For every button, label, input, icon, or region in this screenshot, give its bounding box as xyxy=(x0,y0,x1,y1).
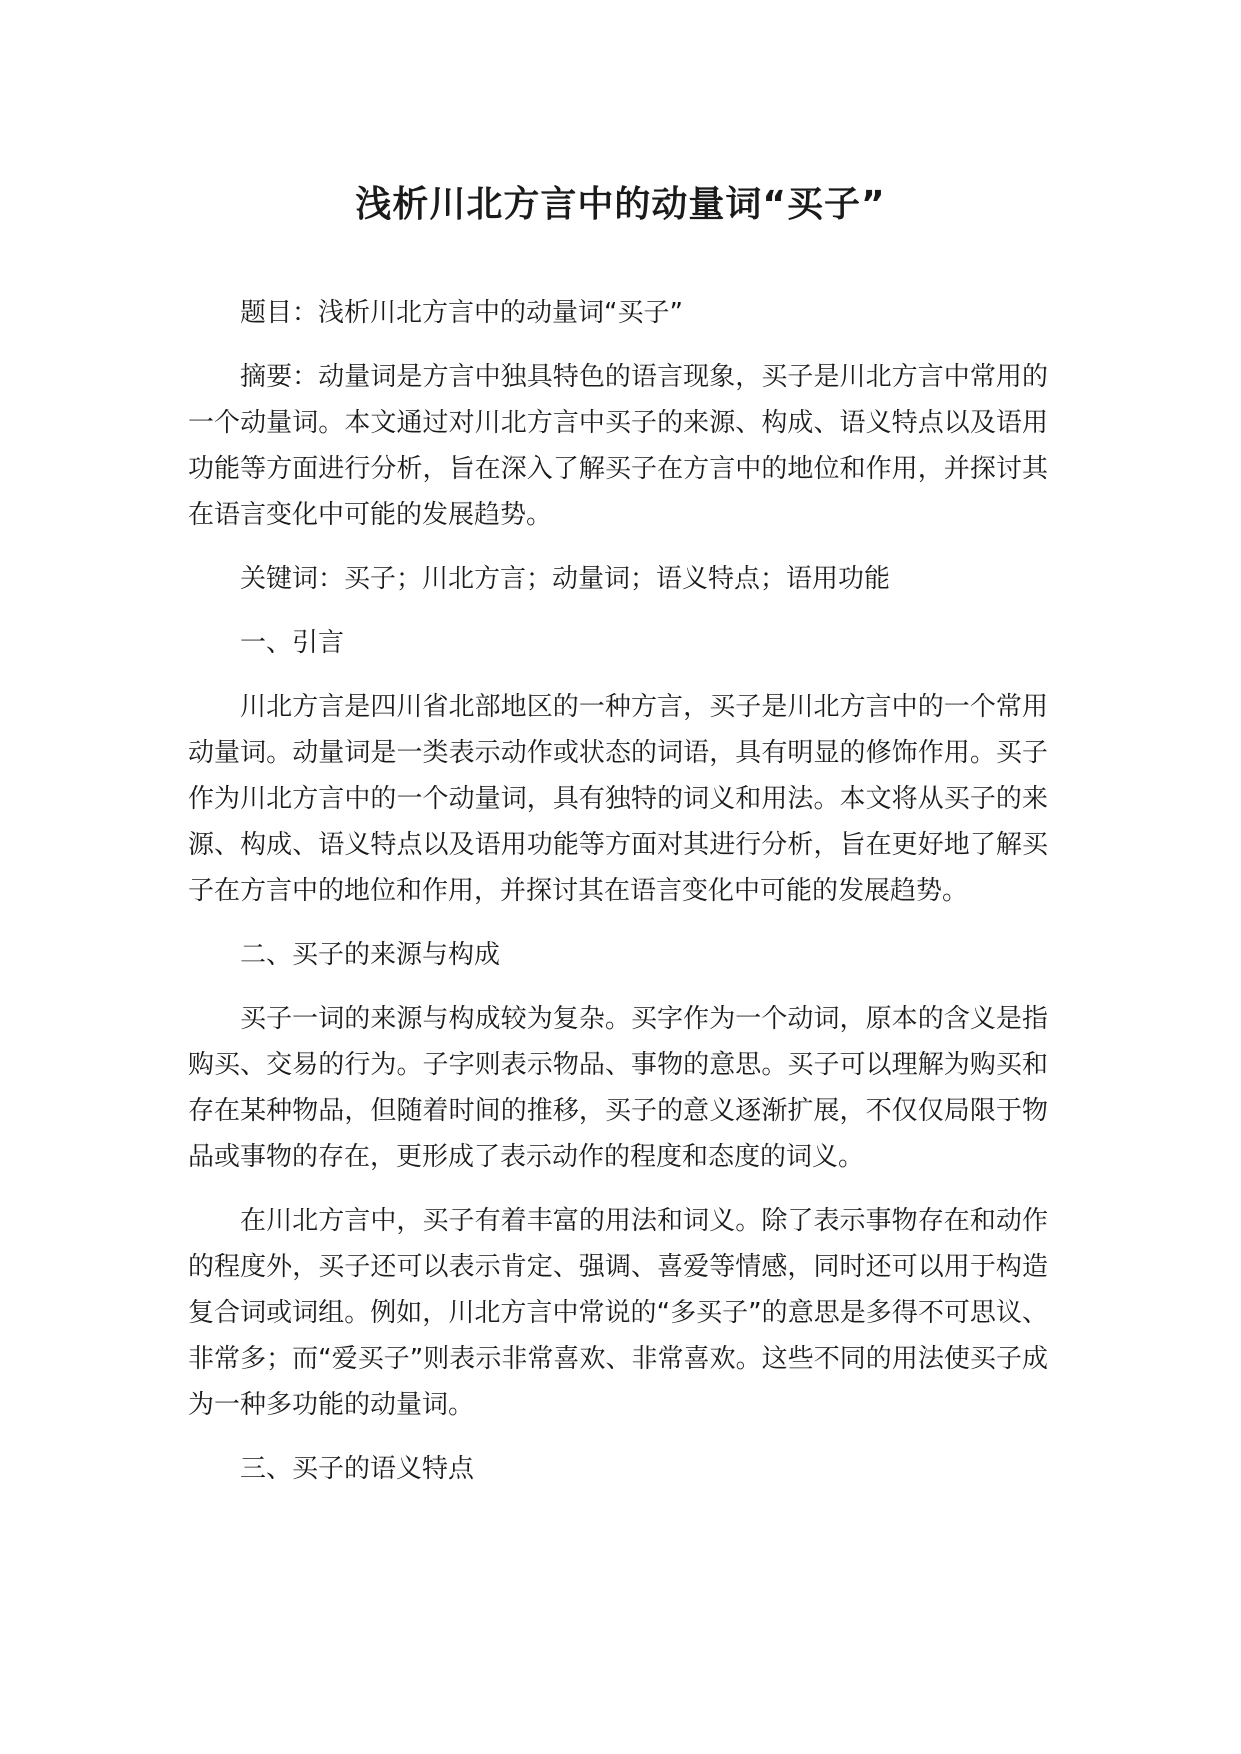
section-heading-semantics: 三、买子的语义特点 xyxy=(240,1454,475,1484)
introduction-paragraph: 川北方言是四川省北部地区的一种方言，买子是川北方言中的一个常用动量词。动量词是一类表示动作或状态的词语，具有明显的修饰作用。买子作为川北方言中的一个动量词，具有独特的词义和用法。本文将从买子的来源、构成、语义特点以及语用功能等方面对其进行分析，旨在更好地了解买子在方言中的地位和作用，并探讨其在语言变化中可能的发展趋势。 xyxy=(188,692,1048,906)
section-heading-origin: 二、买子的来源与构成 xyxy=(240,940,501,970)
subject-line: 题目：浅析川北方言中的动量词“买子” xyxy=(240,298,683,328)
origin-paragraph-1: 买子一词的来源与构成较为复杂。买字作为一个动词，原本的含义是指购买、交易的行为。子字则表示物品、事物的意思。买子可以理解为购买和存在某种物品，但随着时间的推移，买子的意义逐渐扩展，不仅仅局限于物品或事物的存在，更形成了表示动作的程度和态度的词义。 xyxy=(188,1004,1048,1172)
abstract-paragraph: 摘要：动量词是方言中独具特色的语言现象，买子是川北方言中常用的一个动量词。本文通过对川北方言中买子的来源、构成、语义特点以及语用功能等方面进行分析，旨在深入了解买子在方言中的地位和作用，并探讨其在语言变化中可能的发展趋势。 xyxy=(188,362,1048,530)
document-body xyxy=(188,290,1048,1510)
keywords-paragraph: 关键词：买子；川北方言；动量词；语义特点；语用功能 xyxy=(240,564,891,594)
document-title: 浅析川北方言中的动量词“买子” xyxy=(355,184,886,225)
section-heading-introduction: 一、引言 xyxy=(240,628,345,658)
origin-paragraph-2: 在川北方言中，买子有着丰富的用法和词义。除了表示事物存在和动作的程度外，买子还可以表示肯定、强调、喜爱等情感，同时还可以用于构造复合词或词组。例如，川北方言中常说的“多买子”的意思是多得不可思议、非常多；而“爱买子”则表示非常喜欢、非常喜欢。这些不同的用法使买子成为一种多功能的动量词。 xyxy=(188,1206,1048,1420)
